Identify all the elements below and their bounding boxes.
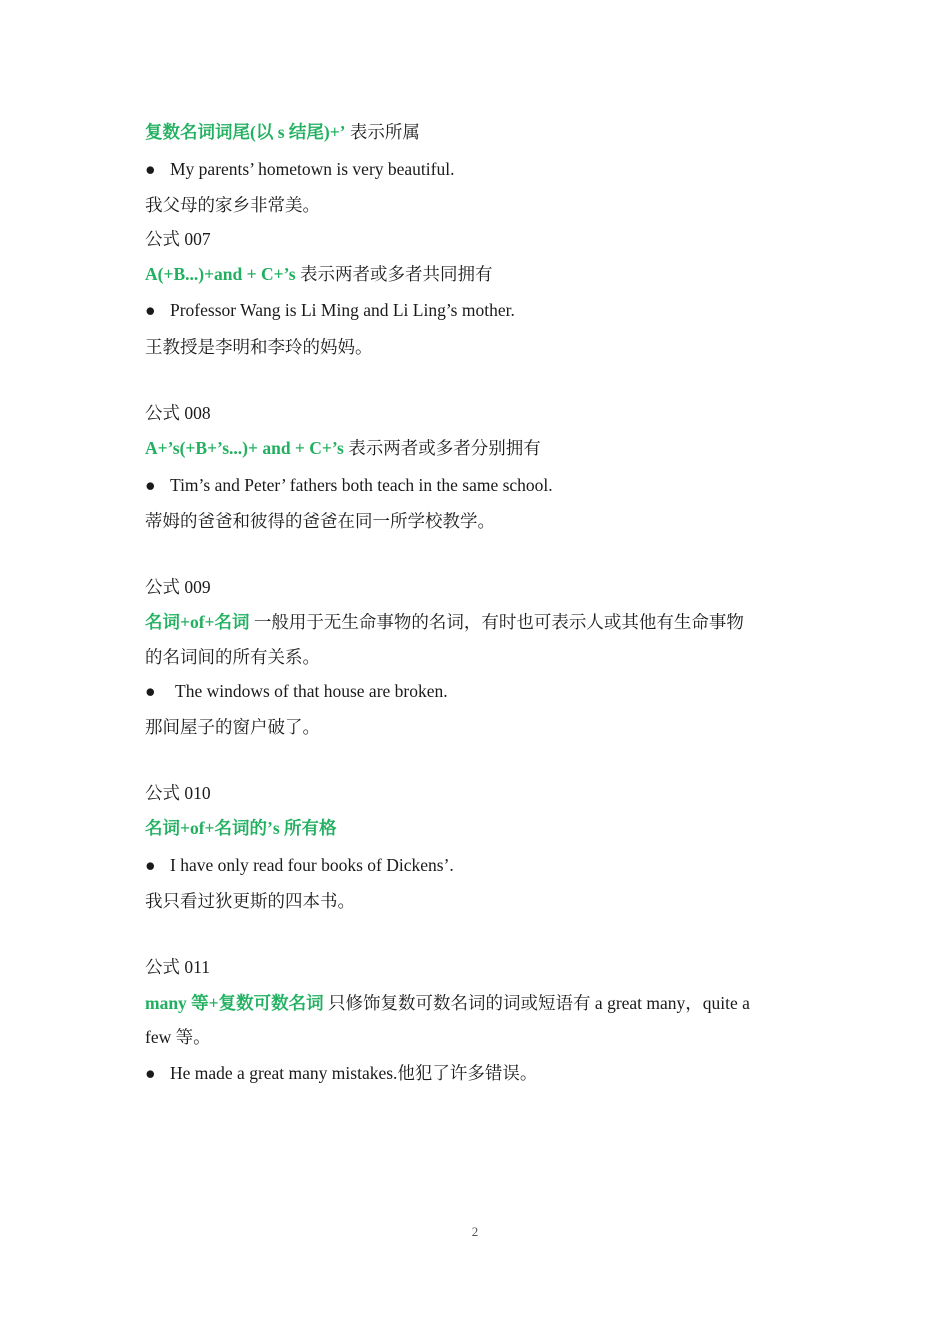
- example-sentence: [145, 298, 515, 322]
- example-translation: 我父母的家乡非常美。: [145, 195, 320, 215]
- formula-heading: 公式 009: [145, 577, 211, 597]
- bullet-icon: ●: [145, 300, 156, 320]
- formula-title: [145, 991, 750, 1015]
- formula-title: [145, 610, 744, 634]
- example-text: He made a great many mistakes.他犯了许多错误。: [170, 1063, 538, 1083]
- formula-rule: 名词+of+名词: [145, 612, 250, 632]
- formula-heading: 公式 011: [145, 957, 210, 977]
- example-text: I have only read four books of Dickens’.: [170, 855, 454, 875]
- example-text: My parents’ hometown is very beautiful.: [170, 159, 455, 179]
- formula-rule: A(+B...)+and + C+’s: [145, 264, 296, 284]
- example-sentence: [145, 853, 454, 877]
- example-sentence: [145, 473, 553, 497]
- formula-title: [145, 436, 541, 460]
- example-translation: 那间屋子的窗户破了。: [145, 717, 320, 737]
- formula-description: 表示两者或多者共同拥有: [295, 264, 493, 284]
- formula-description-continued: 的名词间的所有关系。: [145, 647, 320, 667]
- formula-title: [145, 816, 337, 840]
- bullet-icon: ●: [145, 681, 156, 701]
- bullet-icon: ●: [145, 855, 156, 875]
- formula-description: 表示两者或多者分别拥有: [343, 438, 541, 458]
- example-translation: 蒂姆的爸爸和彼得的爸爸在同一所学校教学。: [145, 511, 495, 531]
- formula-description: 表示所属: [345, 122, 420, 142]
- example-sentence: [145, 679, 448, 703]
- formula-rule: 名词+of+名词的’s 所有格: [145, 818, 337, 838]
- formula-heading: 公式 010: [145, 783, 211, 803]
- bullet-icon: ●: [145, 1063, 156, 1083]
- formula-title: [145, 120, 420, 144]
- bullet-icon: ●: [145, 159, 156, 179]
- formula-heading: 公式 008: [145, 403, 211, 423]
- bullet-icon: ●: [145, 475, 156, 495]
- formula-rule: many 等+复数可数名词: [145, 993, 324, 1013]
- example-sentence: [145, 1061, 537, 1085]
- example-text: Tim’s and Peter’ fathers both teach in the same school.: [170, 475, 553, 495]
- example-sentence: [145, 157, 454, 181]
- formula-heading: 公式 007: [145, 229, 211, 249]
- example-text: Professor Wang is Li Ming and Li Ling’s mother.: [170, 300, 515, 320]
- example-translation: 我只看过狄更斯的四本书。: [145, 891, 355, 911]
- example-translation: 王教授是李明和李玲的妈妈。: [145, 337, 373, 357]
- formula-title: [145, 262, 492, 286]
- example-text: The windows of that house are broken.: [175, 681, 448, 701]
- formula-description-continued: few 等。: [145, 1027, 211, 1047]
- formula-description: 一般用于无生命事物的名词，有时也可表示人或其他有生命事物: [249, 612, 744, 632]
- formula-description: 只修饰复数可数名词的词或短语有 a great many，quite a: [323, 993, 750, 1013]
- formula-rule: A+’s(+B+’s...)+ and + C+’s: [145, 438, 344, 458]
- formula-rule: 复数名词词尾(以 s 结尾)+’: [145, 122, 346, 142]
- page-number: 2: [471, 1224, 479, 1239]
